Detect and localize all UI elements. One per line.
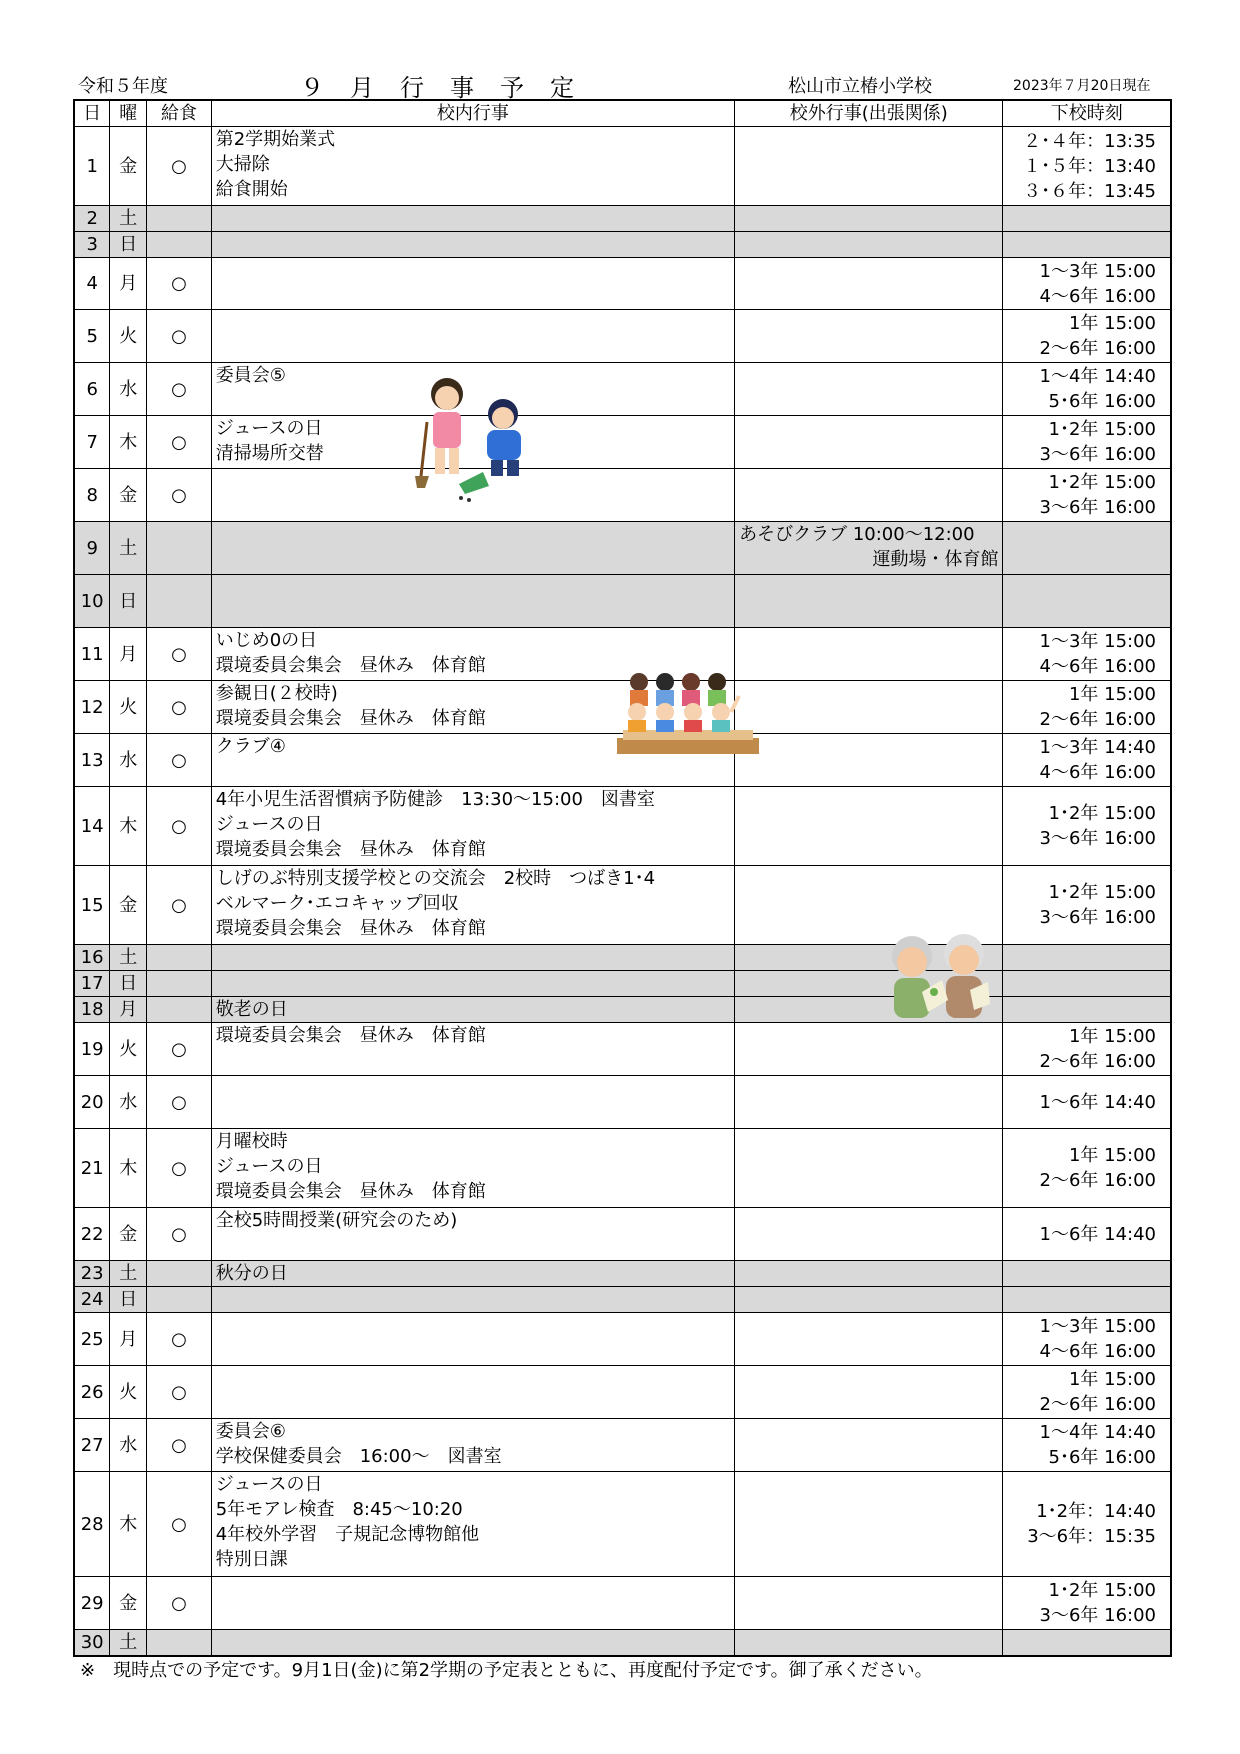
dismissal-time-cell — [1003, 997, 1171, 1023]
day-cell: 1 — [74, 127, 110, 206]
external-events-cell — [735, 575, 1003, 628]
external-events-cell — [735, 310, 1003, 363]
external-events-cell — [735, 1577, 1003, 1630]
day-cell: 26 — [74, 1366, 110, 1419]
table-header-row — [74, 100, 1171, 127]
fiscal-year: 令和５年度 — [78, 76, 168, 97]
lunch-cell: ○ — [147, 258, 212, 310]
col-header-school-events: 校内行事 — [211, 100, 734, 127]
lunch-cell: ○ — [147, 1076, 212, 1129]
lunch-cell: ○ — [147, 469, 212, 522]
external-events-cell — [735, 416, 1003, 469]
footer-note: ※ 現時点での予定です。9月1日(金)に第2学期の予定表とともに、再度配付予定です。御了承ください。 — [80, 1660, 933, 1681]
school-events-cell: 4年小児生活習慣病予防健診 13:30～15:00 図書室 ジュースの日 環境委員会集会 昼休み 体育館 — [211, 787, 734, 866]
external-events-cell — [735, 206, 1003, 232]
dismissal-time-cell: 1年 15:00 2～6年 16:00 — [1003, 1129, 1171, 1208]
lunch-cell — [147, 206, 212, 232]
table-row — [74, 1129, 1171, 1208]
weekday-cell: 木 — [110, 787, 147, 866]
day-cell: 5 — [74, 310, 110, 363]
weekday-cell: 土 — [110, 522, 147, 575]
external-events-cell — [735, 1630, 1003, 1657]
lunch-cell: ○ — [147, 734, 212, 787]
day-cell: 4 — [74, 258, 110, 310]
lunch-cell — [147, 1287, 212, 1313]
school-events-cell — [211, 232, 734, 258]
weekday-cell: 月 — [110, 258, 147, 310]
school-events-cell: しげのぶ特別支援学校との交流会 2校時 つばき1･4 ベルマーク･エコキャップ回収 環境委員会集会 昼休み 体育館 — [211, 866, 734, 945]
weekday-cell: 火 — [110, 1023, 147, 1076]
day-cell: 16 — [74, 945, 110, 971]
lunch-cell: ○ — [147, 1419, 212, 1472]
day-cell: 10 — [74, 575, 110, 628]
day-cell: 19 — [74, 1023, 110, 1076]
day-cell: 9 — [74, 522, 110, 575]
weekday-cell: 月 — [110, 1313, 147, 1366]
dismissal-time-cell: 1･2年 15:00 3～6年 16:00 — [1003, 469, 1171, 522]
external-events-cell — [735, 1313, 1003, 1366]
table-row — [74, 945, 1171, 971]
school-events-cell: 委員会⑥ 学校保健委員会 16:00～ 図書室 — [211, 1419, 734, 1472]
table-row — [74, 416, 1171, 469]
school-events-cell — [211, 1287, 734, 1313]
external-events-cell — [735, 1419, 1003, 1472]
day-cell: 12 — [74, 681, 110, 734]
table-row — [74, 575, 1171, 628]
external-events-cell — [735, 1366, 1003, 1419]
external-events-cell — [735, 1076, 1003, 1129]
dismissal-time-cell: 1年 15:00 2～6年 16:00 — [1003, 681, 1171, 734]
external-events-cell — [735, 469, 1003, 522]
dismissal-time-cell: 1･2年：14:40 3～6年：15:35 — [1003, 1472, 1171, 1577]
dismissal-time-cell — [1003, 206, 1171, 232]
school-events-cell — [211, 206, 734, 232]
dismissal-time-cell — [1003, 232, 1171, 258]
dismissal-time-cell — [1003, 971, 1171, 997]
dismissal-time-cell: 1～3年 15:00 4～6年 16:00 — [1003, 258, 1171, 310]
lunch-cell: ○ — [147, 1313, 212, 1366]
school-events-cell — [211, 971, 734, 997]
dismissal-time-cell: 1～6年 14:40 — [1003, 1076, 1171, 1129]
external-events-cell — [735, 681, 1003, 734]
dismissal-time-cell: 1年 15:00 2～6年 16:00 — [1003, 1366, 1171, 1419]
weekday-cell: 土 — [110, 1261, 147, 1287]
dismissal-time-cell: ２･４年：13:35 １･５年：13:40 ３･６年：13:45 — [1003, 127, 1171, 206]
external-events-cell — [735, 1023, 1003, 1076]
day-cell: 22 — [74, 1208, 110, 1261]
table-row — [74, 1630, 1171, 1657]
col-header-dow: 曜 — [110, 100, 147, 127]
lunch-cell: ○ — [147, 1472, 212, 1577]
school-events-cell: 秋分の日 — [211, 1261, 734, 1287]
day-cell: 25 — [74, 1313, 110, 1366]
table-row — [74, 1313, 1171, 1366]
table-row — [74, 310, 1171, 363]
day-cell: 21 — [74, 1129, 110, 1208]
school-events-cell: 敬老の日 — [211, 997, 734, 1023]
school-name: 松山市立椿小学校 — [788, 76, 932, 97]
lunch-cell: ○ — [147, 310, 212, 363]
weekday-cell: 金 — [110, 127, 147, 206]
weekday-cell: 日 — [110, 232, 147, 258]
lunch-cell — [147, 997, 212, 1023]
school-events-cell: 参観日(２校時) 環境委員会集会 昼休み 体育館 — [211, 681, 734, 734]
children-cleaning-illustration — [413, 372, 541, 504]
table-row — [74, 1287, 1171, 1313]
col-header-day: 日 — [74, 100, 110, 127]
dismissal-time-cell — [1003, 1287, 1171, 1313]
weekday-cell: 月 — [110, 997, 147, 1023]
table-row — [74, 258, 1171, 310]
day-cell: 8 — [74, 469, 110, 522]
external-events-cell: あそびクラブ 10:00～12:00 運動場・体育館 — [735, 522, 1003, 575]
day-cell: 27 — [74, 1419, 110, 1472]
external-events-cell — [735, 1287, 1003, 1313]
weekday-cell: 日 — [110, 575, 147, 628]
dismissal-time-cell: 1～3年 14:40 4～6年 16:00 — [1003, 734, 1171, 787]
day-cell: 23 — [74, 1261, 110, 1287]
lunch-cell: ○ — [147, 681, 212, 734]
day-cell: 2 — [74, 206, 110, 232]
dismissal-time-cell: 1～4年 14:40 5･6年 16:00 — [1003, 1419, 1171, 1472]
school-events-cell: いじめ0の日 環境委員会集会 昼休み 体育館 — [211, 628, 734, 681]
day-cell: 6 — [74, 363, 110, 416]
lunch-cell — [147, 575, 212, 628]
table-row — [74, 866, 1171, 945]
day-cell: 15 — [74, 866, 110, 945]
lunch-cell: ○ — [147, 127, 212, 206]
table-row — [74, 997, 1171, 1023]
school-events-cell — [211, 522, 734, 575]
external-events-cell — [735, 127, 1003, 206]
table-row — [74, 1472, 1171, 1577]
schedule-table — [73, 99, 1172, 1657]
dismissal-time-cell: 1～4年 14:40 5･6年 16:00 — [1003, 363, 1171, 416]
weekday-cell: 金 — [110, 1577, 147, 1630]
day-cell: 28 — [74, 1472, 110, 1577]
day-cell: 24 — [74, 1287, 110, 1313]
dismissal-time-cell: 1～6年 14:40 — [1003, 1208, 1171, 1261]
table-row — [74, 1419, 1171, 1472]
school-events-cell: 委員会⑤ — [211, 363, 734, 416]
school-events-cell: 月曜校時 ジュースの日 環境委員会集会 昼休み 体育館 — [211, 1129, 734, 1208]
external-events-cell — [735, 1472, 1003, 1577]
weekday-cell: 金 — [110, 866, 147, 945]
lunch-cell — [147, 1261, 212, 1287]
weekday-cell: 日 — [110, 971, 147, 997]
weekday-cell: 火 — [110, 1366, 147, 1419]
external-events-cell — [735, 734, 1003, 787]
dismissal-time-cell: 1年 15:00 2～6年 16:00 — [1003, 1023, 1171, 1076]
weekday-cell: 火 — [110, 681, 147, 734]
external-events-cell — [735, 1129, 1003, 1208]
weekday-cell: 木 — [110, 1129, 147, 1208]
weekday-cell: 水 — [110, 734, 147, 787]
lunch-cell: ○ — [147, 866, 212, 945]
lunch-cell — [147, 232, 212, 258]
lunch-cell: ○ — [147, 1129, 212, 1208]
table-row — [74, 1208, 1171, 1261]
dismissal-time-cell: 1･2年 15:00 3～6年 16:00 — [1003, 787, 1171, 866]
external-events-cell — [735, 628, 1003, 681]
school-events-cell — [211, 575, 734, 628]
day-cell: 29 — [74, 1577, 110, 1630]
lunch-cell: ○ — [147, 416, 212, 469]
day-cell: 18 — [74, 997, 110, 1023]
dismissal-time-cell — [1003, 1261, 1171, 1287]
table-row — [74, 469, 1171, 522]
lunch-cell: ○ — [147, 1023, 212, 1076]
school-events-cell — [211, 1076, 734, 1129]
table-row — [74, 206, 1171, 232]
weekday-cell: 土 — [110, 206, 147, 232]
col-header-lunch: 給食 — [147, 100, 212, 127]
dismissal-time-cell — [1003, 945, 1171, 971]
dismissal-time-cell — [1003, 522, 1171, 575]
day-cell: 7 — [74, 416, 110, 469]
school-events-cell — [211, 258, 734, 310]
external-events-cell — [735, 258, 1003, 310]
school-events-cell: ジュースの日 5年モアレ検査 8:45～10:20 4年校外学習 子規記念博物館他 特別日課 — [211, 1472, 734, 1577]
table-row — [74, 1261, 1171, 1287]
as-of-date: 2023年７月20日現在 — [1013, 78, 1151, 94]
school-events-cell: クラブ④ — [211, 734, 734, 787]
school-events-cell: 環境委員会集会 昼休み 体育館 — [211, 1023, 734, 1076]
classroom-parents-illustration — [617, 668, 759, 756]
lunch-cell — [147, 522, 212, 575]
weekday-cell: 土 — [110, 1630, 147, 1657]
dismissal-time-cell — [1003, 1630, 1171, 1657]
school-events-cell — [211, 1630, 734, 1657]
grandparents-illustration — [878, 930, 994, 1024]
col-header-external-events: 校外行事(出張関係) — [735, 100, 1003, 127]
lunch-cell: ○ — [147, 628, 212, 681]
dismissal-time-cell: 1年 15:00 2～6年 16:00 — [1003, 310, 1171, 363]
dismissal-time-cell: 1～3年 15:00 4～6年 16:00 — [1003, 1313, 1171, 1366]
dismissal-time-cell: 1～3年 15:00 4～6年 16:00 — [1003, 628, 1171, 681]
weekday-cell: 火 — [110, 310, 147, 363]
weekday-cell: 水 — [110, 363, 147, 416]
day-cell: 13 — [74, 734, 110, 787]
day-cell: 30 — [74, 1630, 110, 1657]
lunch-cell: ○ — [147, 363, 212, 416]
page-title: ９月行事予定 — [300, 74, 600, 102]
day-cell: 3 — [74, 232, 110, 258]
day-cell: 14 — [74, 787, 110, 866]
table-row — [74, 1023, 1171, 1076]
school-events-cell — [211, 1313, 734, 1366]
weekday-cell: 木 — [110, 1472, 147, 1577]
table-row — [74, 522, 1171, 575]
school-events-cell — [211, 945, 734, 971]
weekday-cell: 金 — [110, 469, 147, 522]
school-events-cell — [211, 310, 734, 363]
table-row — [74, 1577, 1171, 1630]
lunch-cell — [147, 945, 212, 971]
dismissal-time-cell: 1･2年 15:00 3～6年 16:00 — [1003, 1577, 1171, 1630]
table-row — [74, 1076, 1171, 1129]
table-row — [74, 363, 1171, 416]
day-cell: 11 — [74, 628, 110, 681]
lunch-cell: ○ — [147, 1577, 212, 1630]
lunch-cell: ○ — [147, 787, 212, 866]
weekday-cell: 水 — [110, 1076, 147, 1129]
lunch-cell: ○ — [147, 1208, 212, 1261]
table-row — [74, 127, 1171, 206]
table-row — [74, 232, 1171, 258]
col-header-dismissal: 下校時刻 — [1003, 100, 1171, 127]
weekday-cell: 水 — [110, 1419, 147, 1472]
external-events-cell — [735, 1261, 1003, 1287]
dismissal-time-cell — [1003, 575, 1171, 628]
weekday-cell: 土 — [110, 945, 147, 971]
external-events-cell — [735, 1208, 1003, 1261]
dismissal-time-cell: 1･2年 15:00 3～6年 16:00 — [1003, 416, 1171, 469]
weekday-cell: 日 — [110, 1287, 147, 1313]
lunch-cell — [147, 1630, 212, 1657]
day-cell: 17 — [74, 971, 110, 997]
external-events-cell — [735, 363, 1003, 416]
table-row — [74, 1366, 1171, 1419]
dismissal-time-cell: 1･2年 15:00 3～6年 16:00 — [1003, 866, 1171, 945]
school-events-cell — [211, 1577, 734, 1630]
school-events-cell: 第2学期始業式 大掃除 給食開始 — [211, 127, 734, 206]
weekday-cell: 木 — [110, 416, 147, 469]
lunch-cell — [147, 971, 212, 997]
external-events-cell — [735, 787, 1003, 866]
school-events-cell: 全校5時間授業(研究会のため) — [211, 1208, 734, 1261]
weekday-cell: 月 — [110, 628, 147, 681]
table-row — [74, 787, 1171, 866]
school-events-cell: ジュースの日 清掃場所交替 — [211, 416, 734, 469]
external-events-cell — [735, 232, 1003, 258]
school-events-cell — [211, 1366, 734, 1419]
lunch-cell: ○ — [147, 1366, 212, 1419]
weekday-cell: 金 — [110, 1208, 147, 1261]
day-cell: 20 — [74, 1076, 110, 1129]
table-row — [74, 971, 1171, 997]
